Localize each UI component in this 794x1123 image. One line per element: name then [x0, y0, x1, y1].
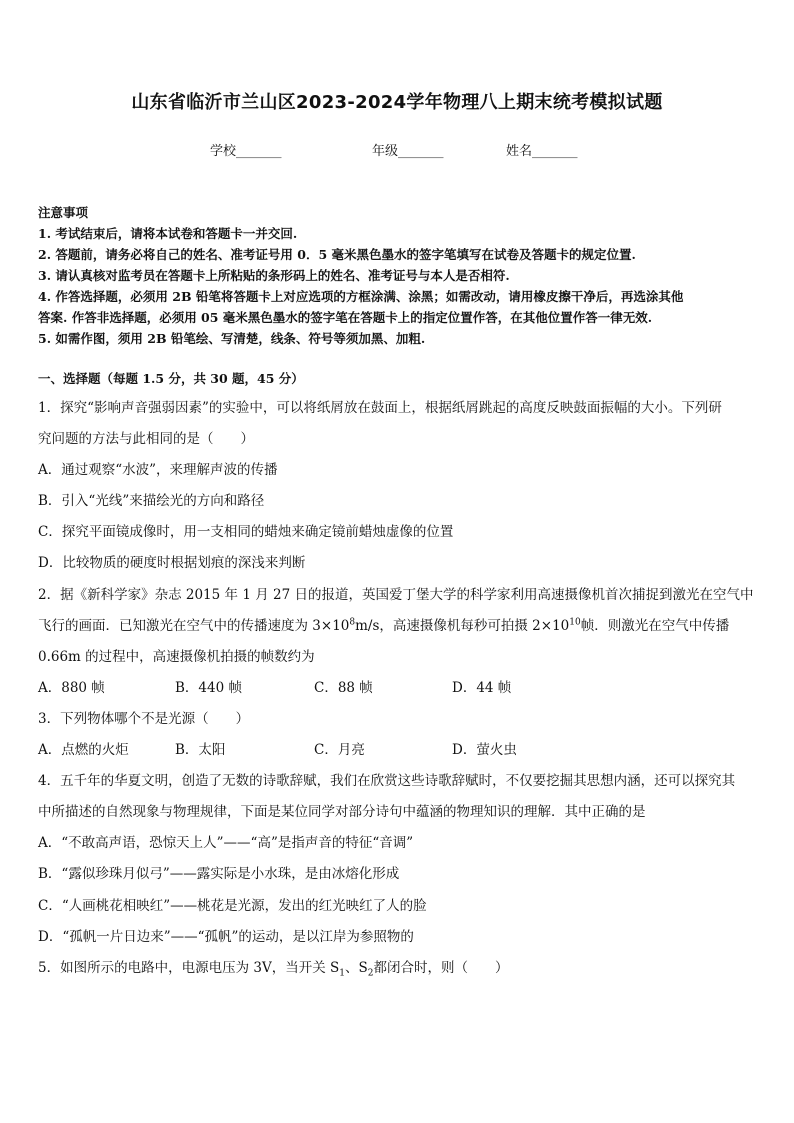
q2-exponent: 10	[569, 617, 581, 628]
question-2-stem-cont	[38, 614, 729, 634]
notice-item: 4. 作答选择题，必须用 2B 铅笔将答题卡上对应选项的方框涂满、涂黑；如需改动，请用橡皮擦干净后，再选涂其他	[38, 289, 684, 304]
question-3-option-a: A．点燃的火炬	[38, 742, 129, 758]
grade-field: 年级_______	[372, 144, 444, 159]
q2-text-part: m/s，高速摄像机每秒可拍摄 2×10	[355, 618, 570, 634]
q5-text-part: 、S	[345, 960, 368, 976]
question-2-option-b: B．440 帧	[175, 680, 242, 696]
question-3-option-c: C．月亮	[314, 742, 365, 758]
question-1-option-a: A．通过观察“水波”，来理解声波的传播	[38, 462, 278, 478]
question-5-stem	[38, 956, 508, 979]
question-1-option-b: B．引入“光线”来描绘光的方向和路径	[38, 493, 265, 509]
question-2-option-d: D．44 帧	[452, 680, 512, 696]
q2-text-part: 帧．则激光在空气中传播	[580, 618, 730, 634]
school-field: 学校_______	[210, 144, 282, 159]
question-4-stem: 4．五千年的华夏文明，创造了无数的诗歌辞赋，我们在欣赏这些诗歌辞赋时，不仅要挖掘其思想内涵，还可以探究其	[38, 773, 736, 789]
question-4-option-c: C．“人画桃花相映红”——桃花是光源，发出的红光映红了人的脸	[38, 898, 427, 914]
notice-item: 1. 考试结束后，请将本试卷和答题卡一并交回.	[38, 226, 298, 241]
question-4-option-b: B．“露似珍珠月似弓”——露实际是小水珠，是由冰熔化形成	[38, 866, 400, 882]
page-title: 山东省临沂市兰山区2023-2024学年物理八上期末统考模拟试题	[131, 92, 663, 113]
question-3-option-d: D．萤火虫	[452, 742, 517, 758]
notice-heading: 注意事项	[38, 205, 89, 220]
question-1-option-d: D．比较物质的硬度时根据划痕的深浅来判断	[38, 555, 306, 571]
notice-item: 答案. 作答非选择题，必须用 05 毫米黑色墨水的签字笔在答题卡上的指定位置作答，在其他位置作答一律无效.	[38, 310, 653, 325]
q2-text-part: 飞行的画面．已知激光在空气中的传播速度为 3×10	[38, 618, 350, 634]
question-1-option-c: C．探究平面镜成像时，用一支相同的蜡烛来确定镜前蜡烛虚像的位置	[38, 524, 454, 540]
question-4-option-d: D．“孤帆一片日边来”——“孤帆”的运动，是以江岸为参照物的	[38, 929, 414, 945]
notice-item: 2. 答题前，请务必将自己的姓名、准考证号用 0．5 毫米黑色墨水的签字笔填写在试卷及答题卡的规定位置.	[38, 247, 636, 262]
q5-subscript: 2	[367, 968, 374, 979]
name-field: 姓名_______	[506, 144, 578, 159]
q5-subscript: 1	[339, 968, 345, 979]
q5-text-part: 都闭合时，则（ ）	[373, 960, 509, 976]
notice-item: 5. 如需作图，须用 2B 铅笔绘、写清楚，线条、符号等须加黑、加粗.	[38, 331, 426, 346]
question-1-stem-cont: 究问题的方法与此相同的是（ ）	[38, 431, 254, 447]
question-3-stem: 3．下列物体哪个不是光源（ ）	[38, 711, 250, 727]
question-4-option-a: A．“不敢高声语，恐惊天上人”——“高”是指声音的特征“音调”	[38, 835, 414, 851]
question-2-option-a: A．880 帧	[38, 680, 105, 696]
question-1-stem: 1．探究“影响声音强弱因素”的实验中，可以将纸屑放在鼓面上，根据纸屑跳起的高度反映鼓面振幅的大小。下列研	[38, 400, 722, 416]
question-2-stem-cont2: 0.66m 的过程中，高速摄像机拍摄的帧数约为	[38, 649, 315, 665]
question-2-option-c: C．88 帧	[314, 680, 373, 696]
question-2-stem: 2．据《新科学家》杂志 2015 年 1 月 27 日的报道，英国爱丁堡大学的科学家利用高速摄像机首次捕捉到激光在空气中	[38, 587, 754, 603]
q5-text-part: 5．如图所示的电路中，电源电压为 3V，当开关 S	[38, 960, 340, 976]
q2-exponent: 8	[349, 617, 356, 628]
question-4-stem-cont: 中所描述的自然现象与物理规律，下面是某位同学对部分诗句中蕴涵的物理知识的理解．其中正确的是	[38, 804, 646, 820]
question-3-option-b: B．太阳	[175, 742, 226, 758]
section-heading: 一、选择题（每题 1.5 分，共 30 题，45 分）	[38, 371, 304, 386]
notice-item: 3. 请认真核对监考员在答题卡上所粘贴的条形码上的姓名、准考证号与本人是否相符.	[38, 268, 510, 283]
